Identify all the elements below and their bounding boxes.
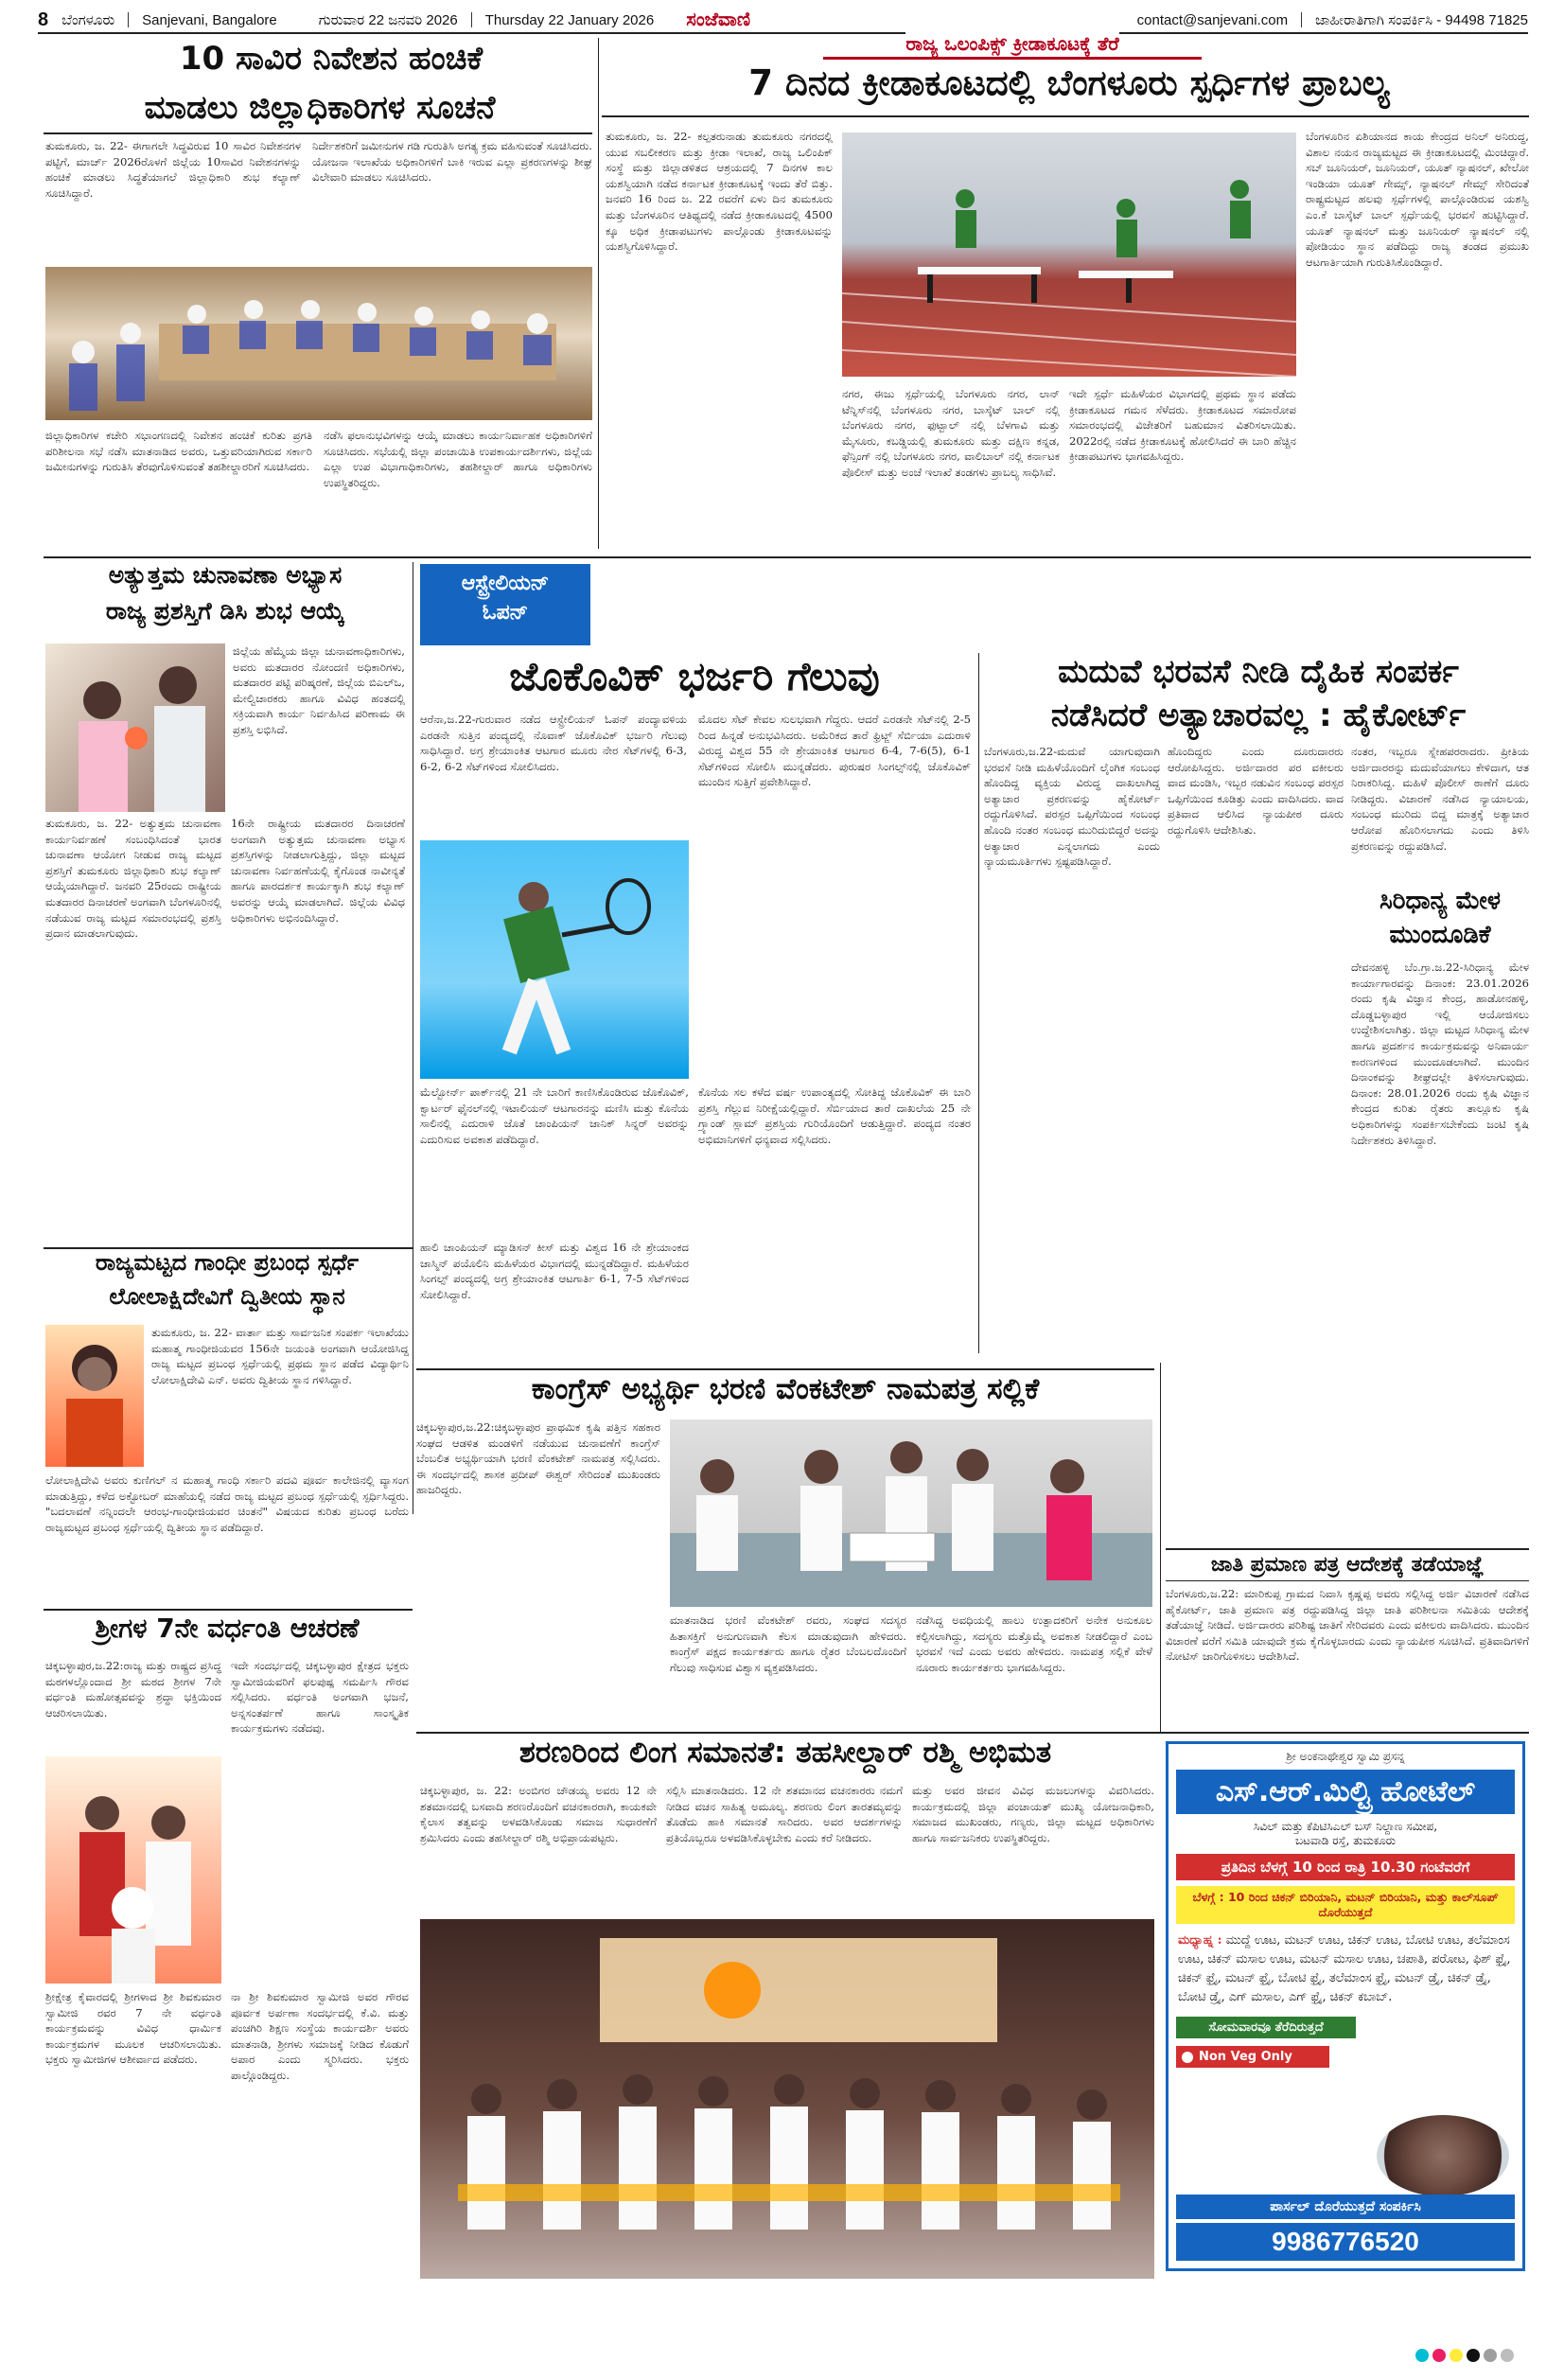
contact-email[interactable]: contact@sanjevani.com [1136, 11, 1289, 28]
ad-monday-open: ಸೋಮವಾರವೂ ತೆರೆದಿರುತ್ತದೆ [1176, 2017, 1356, 2038]
section-name: ಬೆಂಗಳೂರು [62, 11, 115, 28]
sharana-headline: ಶರಣರಿಂದ ಲಿಂಗ ಸಮಾನತೆ: ತಹಸೀಲ್ದಾರ್ ರಶ್ಮಿ ಅಭಿಮತ [518, 1736, 1052, 1770]
masthead: ಸಂಜೆವಾಣಿ [686, 9, 750, 30]
ad-address-2: ಬಟವಾಡಿ ರಸ್ತೆ, ತುಮಕೂರು [1295, 1834, 1396, 1847]
ad-hours: ಪ್ರತಿದಿನ ಬೆಳಗ್ಗೆ 10 ರಿಂದ ರಾತ್ರಿ 10.30 ಗಂಟೆವರೆಗೆ [1176, 1854, 1515, 1880]
congress-body-3: ನಡೆಸಿದ್ದ ಅವಧಿಯಲ್ಲಿ ಹಾಲು ಉತ್ಪಾದಕರಿಗೆ ಅನೇಕ ಅನುಕೂಲ ಕಲ್ಪಿಸಲಾಗಿದ್ದು, ಸದಸ್ಯರು ಮತ್ತೊಮ್ಮೆ ಅವಕಾಶ ನೀಡಲಿದ್ದಾರೆ ಎಂಬ ಭರವಸೆ ಇದೆ ಎಂದು ಅವರು ಹೇಳಿದರು. ನಾಮಪತ್ರ ಸಲ್ಲಿಕೆ ವೇಳೆ ನೂರಾರು ಕಾರ್ಯಕರ್ತರು ಭಾಗವಹಿಸಿದ್ದರು. [916, 1613, 1152, 1674]
divider [44, 556, 1531, 558]
date-kannada: ಗುರುವಾರ 22 ಜನವರಿ 2026 [318, 11, 458, 28]
congress-body-1: ಚಿಕ್ಕಬಳ್ಳಾಪುರ,ಜ.22:ಚಿಕ್ಕಬಳ್ಳಾಪುರ ಪ್ರಾಥಮಿಕ ಕೃಷಿ ಪತ್ತಿನ ಸಹಕಾರ ಸಂಘದ ಆಡಳಿತ ಮಂಡಳಿಗೆ ನಡೆಯುವ ಚುನಾವಣೆಗೆ ಕಾಂಗ್ರೆಸ್ ಬೆಂಬಲಿತ ಅಭ್ಯರ್ಥಿಯಾಗಿ ಭರಣಿ ವೆಂಕಟೇಶ್ ನಾಮಪತ್ರ ಸಲ್ಲಿಸಿದರು. ಈ ಸಂದರ್ಭದಲ್ಲಿ ಶಾಸಕ ಪ್ರದೀಪ್ ಈಶ್ವರ್ ಸೇರಿದಂತೆ ಮುಖಂಡರು ಹಾಜರಿದ್ದರು. [416, 1420, 660, 1497]
divider [598, 38, 599, 549]
meeting-photo [45, 267, 592, 420]
sri-body-1: ಚಿಕ್ಕಬಳ್ಳಾಪುರ,ಜ.22:ರಾಜ್ಯ ಮತ್ತು ರಾಷ್ಟ್ರದ ಪ್ರಸಿದ್ಧ ಮಠಗಳಲ್ಲೊಂದಾದ ಶ್ರೀ ಮಠದ ಶ್ರೀಗಳ 7ನೇ ವರ್ಧಂತಿ ಮಹೋತ್ಸವವನ್ನು ಶ್ರದ್ಧಾ ಭಕ್ತಿಯಿಂದ ಆಚರಿಸಲಾಯಿತು. [45, 1659, 221, 1719]
ao-body-1: ಆರೆನಾ,ಜ.22-ಗುರುವಾರ ನಡೆದ ಆಸ್ಟ್ರೇಲಿಯನ್ ಓಪನ್ ಪಂದ್ಯಾವಳಿಯ ಎರಡನೇ ಸುತ್ತಿನ ಪಂದ್ಯದಲ್ಲಿ ನೊವಾಕ್ ಜೊಕೊವಿಕ್ ಭರ್ಜರಿ ಗೆಲುವು ಸಾಧಿಸಿದ್ದಾರೆ. ಅಗ್ರ ಶ್ರೇಯಾಂಕಿತ ಆಟಗಾರ ಮೂರು ನೇರ ಸೆಟ್‌ಗಳಲ್ಲಿ 6-3, 6-2, 6-2 ಸೆಟ್‌ಗಳಿಂದ ಸೋಲಿಸಿದರು. [420, 713, 687, 773]
ad-hotel-name: ಎಸ್.ಆರ್.ಮಿಲ್ಟ್ರಿ ಹೋಟೆಲ್ [1176, 1770, 1515, 1814]
ao-body-3: ಮೆಲ್ಬೋರ್ನ್ ಪಾರ್ಕ್‌ನಲ್ಲಿ 21 ನೇ ಬಾರಿಗೆ ಕಾಣಿಸಿಕೊಂಡಿರುವ ಜೊಕೊವಿಕ್, ಕ್ವಾರ್ಟರ್ ಫೈನಲ್‌ನಲ್ಲಿ ಇಟಾಲಿಯನ್ ಆಟಗಾರನನ್ನು ಮಣಿಸಿ ಮತ್ತು ಕೊನೆಯ ಸಾಲಿನಲ್ಲಿ ಎದುರಾಳಿ ಜೊತೆ ಚಾಂಪಿಯನ್ ಜಾನಿಕ್ ಸಿನ್ನರ್ ಅವರನ್ನು ಎದುರಿಸುವ ಅವಕಾಶ ಪಡೆದಿದ್ದಾರೆ. [420, 1085, 689, 1146]
sri-body-4: ನಾ ಶ್ರೀ ಶಿವಕುಮಾರ ಸ್ವಾಮೀಜಿ ಅವರ ಗೌರವ ಪೂರ್ವಕ ಅರ್ಪಣಾ ಸಂದರ್ಭದಲ್ಲಿ ಕೆ.ವಿ. ಮತ್ತು ಪಂಚಗಿರಿ ಶಿಕ್ಷಣ ಸಂಸ್ಥೆಯ ಕಾರ್ಯದರ್ಶಿ ಅವರು ಮಾತನಾಡಿ, ಶ್ರೀಗಳು ಸಮಾಜಕ್ಕೆ ನೀಡಿದ ಕೊಡುಗೆ ಅಪಾರ ಎಂದು ಸ್ಮರಿಸಿದರು. ಭಕ್ತರು ಪಾಲ್ಗೊಂಡಿದ್ದರು. [231, 1990, 409, 2082]
sports-body-2: ನಗರ, ಈಜು ಸ್ಪರ್ಧೆಯಲ್ಲಿ ಬೆಂಗಳೂರು ನಗರ, ಲಾನ್ ಟೆನ್ನಿಸ್‌ನಲ್ಲಿ ಬೆಂಗಳೂರು ನಗರ, ಬಾಸ್ಕೆಟ್ ಬಾಲ್ ನಲ್ಲಿ ಬೆಂಗಳೂರು ನಗರ, ಫುಟ್ಬಾಲ್ ನಲ್ಲಿ ಬೆಳಗಾವಿ ಮತ್ತು ಮೈಸೂರು, ಕಬಡ್ಡಿಯಲ್ಲಿ ತುಮಕೂರು ಮತ್ತು ದಕ್ಷಿಣ ಕನ್ನಡ, ಫೆನ್ಸಿಂಗ್ ನಲ್ಲಿ ಬೆಂಗಳೂರು ನಗರ, ವಾಲಿಬಾಲ್ ನಲ್ಲಿ ಕರ್ನಾಟಕ ಪೊಲೀಸ್ ಮತ್ತು ಅಂಚೆ ಇಲಾಖೆ ತಂಡಗಳು ಪ್ರಾಬಲ್ಯ ಸಾಧಿಸಿವೆ. [842, 387, 1060, 479]
ad-top-line: ಶ್ರೀ ಅಂಕನಾಥೇಶ್ವರ ಸ್ವಾಮಿ ಪ್ರಸನ್ನ [1286, 1750, 1405, 1763]
election-award-photo [45, 643, 225, 812]
hc-body-2: ಹೊಂದಿದ್ದರು ಎಂದು ದೂರುದಾರರು ಆರೋಪಿಸಿದ್ದರು. ಅರ್ಜಿದಾರರ ಪರ ವಕೀಲರು ವಾದ ಮಂಡಿಸಿ, ಇಬ್ಬರ ನಡುವಿನ ಸಂಬಂಧ ಪರಸ್ಪರ ಒಪ್ಪಿಗೆಯಿಂದ ಕೂಡಿತ್ತು ಎಂದು ವಾದಿಸಿದರು. ವಾದ ಪ್ರತಿವಾದ ಆಲಿಸಿದ ನ್ಯಾಯಪೀಠ ದೂರು ರದ್ದುಗೊಳಿಸಿ ಆದೇಶಿಸಿತು. [1168, 745, 1344, 837]
ad-non-veg-badge [1176, 2046, 1329, 2068]
registration-dot [1450, 2349, 1463, 2362]
food-plate-icon [1377, 2115, 1509, 2196]
investment-body-3: ಜಿಲ್ಲಾಧಿಕಾರಿಗಳ ಕಚೇರಿ ಸಭಾಂಗಣದಲ್ಲಿ ನಿವೇಶನ ಹಂಚಿಕೆ ಕುರಿತು ಪ್ರಗತಿ ಪರಿಶೀಲನಾ ಸಭೆ ನಡೆಸಿ ಮಾತನಾಡಿದ ಅವರು, ಒತ್ತುವರಿಯಾಗಿರುವ ಸರ್ಕಾರಿ ಜಮೀನುಗಳನ್ನು ಗುರುತಿಸಿ ತೆರವುಗೊಳಿಸುವಂತೆ ತಹಶೀಲ್ದಾರರಿಗೆ ಸೂಚಿಸಿದರು. [45, 429, 312, 474]
ad-parcel: ಪಾರ್ಸಲ್ ದೊರೆಯುತ್ತದೆ ಸಂಪರ್ಕಿಸಿ [1176, 2195, 1515, 2219]
election-headline-2: ರಾಜ್ಯ ಪ್ರಶಸ್ತಿಗೆ ಡಿಸಿ ಶುಭ ಆಯ್ಕೆ [105, 597, 345, 625]
registration-marks [1415, 2349, 1514, 2362]
divider [1160, 1363, 1161, 1732]
sharana-body-3: ಮತ್ತು ಅವರ ಜೀವನ ವಿವಿಧ ಮಜಲುಗಳನ್ನು ವಿವರಿಸಿದರು. ಕಾರ್ಯಕ್ರಮದಲ್ಲಿ ಜಿಲ್ಲಾ ಪಂಚಾಯತ್ ಮುಖ್ಯ ಯೋಜನಾಧಿಕಾರಿ, ಸಮಾಜದ ಮುಖಂಡರು, ಗಣ್ಯರು, ಜಿಲ್ಲಾ ಮಟ್ಟದ ಅಧಿಕಾರಿಗಳು ಹಾಗೂ ಸಾರ್ವಜನಿಕರು ಉಪಸ್ಥಿತರಿದ್ದರು. [912, 1784, 1154, 1844]
swamiji-photo [45, 1756, 221, 1983]
essay-body-1: ತುಮಕೂರು, ಜ. 22- ವಾರ್ತಾ ಮತ್ತು ಸಾರ್ವಜನಿಕ ಸಂಪರ್ಕ ಇಲಾಖೆಯು ಮಹಾತ್ಮ ಗಾಂಧೀಜಿಯವರ 156ನೇ ಜಯಂತಿ ಅಂಗವಾಗಿ ಆಯೋಜಿಸಿದ್ದ ರಾಜ್ಯ ಮಟ್ಟದ ಪ್ರಬಂಧ ಸ್ಪರ್ಧೆಯಲ್ಲಿ ಪ್ರಥಮ ಸ್ಥಾನ ಪಡೆದ ವಿದ್ಯಾರ್ಥಿನಿ ಲೋಲಾಕ್ಷಿದೇವಿ ಎನ್. ಅವರು ದ್ವಿತೀಯ ಸ್ಥಾನ ಗಳಿಸಿದ್ದಾರೆ. [151, 1326, 409, 1386]
ao-body-5: ಕೊನೆಯ ಸಲ ಕಳೆದ ವರ್ಷ ಉಪಾಂತ್ಯದಲ್ಲಿ ಸೋತಿದ್ದ ಜೊಕೊವಿಕ್ ಈ ಬಾರಿ ಪ್ರಶಸ್ತಿ ಗೆಲ್ಲುವ ನಿರೀಕ್ಷೆಯಲ್ಲಿದ್ದಾರೆ. ಸೆರ್ಬಿಯಾದ ತಾರೆ ದಾಖಲೆಯ 25 ನೇ ಗ್ರ್ಯಾಂಡ್ ಸ್ಲಾಮ್ ಪ್ರಶಸ್ತಿಯ ಗುರಿಯೊಂದಿಗೆ ಆಡುತ್ತಿದ್ದಾರೆ. ಪಂದ್ಯದ ನಂತರ ಅಭಿಮಾನಿಗಳಿಗೆ ಧನ್ಯವಾದ ಸಲ್ಲಿಸಿದರು. [698, 1085, 971, 1146]
election-body-3: 16ನೇ ರಾಷ್ಟ್ರೀಯ ಮತದಾರರ ದಿನಾಚರಣೆ ಅಂಗವಾಗಿ ಅತ್ಯುತ್ತಮ ಚುನಾವಣಾ ಅಭ್ಯಾಸ ಪ್ರಶಸ್ತಿಗಳನ್ನು ನೀಡಲಾಗುತ್ತಿದ್ದು, ಜಿಲ್ಲಾ ಮಟ್ಟದ ಚುನಾವಣಾ ನಿರ್ವಹಣೆಯಲ್ಲಿ ಕೈಗೊಂಡ ನಾವೀನ್ಯತೆ ಹಾಗೂ ಪಾರದರ್ಶಕ ಕಾರ್ಯಕ್ಕಾಗಿ ಶುಭ ಕಲ್ಯಾಣ್ ಅವರನ್ನು ಆಯ್ಕೆ ಮಾಡಲಾಗಿದೆ. ಜಿಲ್ಲೆಯ ವಿವಿಧ ಅಧಿಕಾರಿಗಳು ಅಭಿನಂದಿಸಿದ್ದಾರೆ. [231, 817, 405, 925]
congress-body-2: ಮಾತನಾಡಿದ ಭರಣಿ ವೆಂಕಟೇಶ್ ರವರು, ಸಂಘದ ಸದಸ್ಯರ ಹಿತಾಸಕ್ತಿಗೆ ಅನುಗುಣವಾಗಿ ಕೆಲಸ ಮಾಡುವುದಾಗಿ ಹೇಳಿದರು. ಕಾಂಗ್ರೆಸ್ ಪಕ್ಷದ ಕಾರ್ಯಕರ್ತರು ಹಾಗೂ ರೈತರ ಬೆಂಬಲದೊಂದಿಗೆ ಗೆಲುವು ಸಾಧಿಸುವ ವಿಶ್ವಾಸ ವ್ಯಕ್ತಪಡಿಸಿದರು. [670, 1613, 906, 1674]
sports-headline: 7 ದಿನದ ಕ್ರೀಡಾಕೂಟದಲ್ಲಿ ಬೆಂಗಳೂರು ಸ್ಪರ್ಧಿಗಳ ಪ್ರಾಬಲ್ಯ [748, 62, 1390, 103]
investment-body-4: ನಡೆಸಿ ಫಲಾನುಭವಿಗಳನ್ನು ಆಯ್ಕೆ ಮಾಡಲು ಕಾರ್ಯನಿರ್ವಾಹಕ ಅಧಿಕಾರಿಗಳಿಗೆ ಸೂಚಿಸಿದರು. ಸಭೆಯಲ್ಲಿ ಜಿಲ್ಲಾ ಪಂಚಾಯಿತಿ ಉಪಕಾರ್ಯದರ್ಶಿಗಳು, ಜಿಲ್ಲೆಯ ಎಲ್ಲಾ ಉಪ ವಿಭಾಗಾಧಿಕಾರಿಗಳು, ತಹಶೀಲ್ದಾರ್ ಹಾಗೂ ಅಧಿಕಾರಿಗಳು ಉಪಸ್ಥಿತರಿದ್ದರು. [324, 429, 592, 489]
event-stage-photo [420, 1919, 1154, 2279]
investment-body-2: ನಿರ್ದೇಶಕರಿಗೆ ಜಮೀನುಗಳ ಗಡಿ ಗುರುತಿಸಿ ಅಗತ್ಯ ಕ್ರಮ ವಹಿಸುವಂತೆ ಸೂಚಿಸಿದರು. ಯೋಜನಾ ಇಲಾಖೆಯ ಅಧಿಕಾರಿಗಳಿಗೆ ಬಾಕಿ ಇರುವ ಎಲ್ಲಾ ಪ್ರಕರಣಗಳನ್ನು ಶೀಘ್ರ ವಿಲೇವಾರಿ ಮಾಡಲು ಸೂಚಿಸಿದರು. [312, 139, 592, 185]
hurdles-photo [842, 132, 1296, 377]
millet-headline-2: ಮುಂದೂಡಿಕೆ [1389, 921, 1491, 949]
ao-body-4: ಹಾಲಿ ಚಾಂಪಿಯನ್ ಮ್ಯಾಡಿಸನ್ ಕೀಸ್ ಮತ್ತು ವಿಶ್ವದ 16 ನೇ ಶ್ರೇಯಾಂಕದ ಜಾಸ್ಮಿನ್ ಪಯೊಲಿನಿ ಮಹಿಳೆಯರ ವಿಭಾಗದಲ್ಲಿ ಮುನ್ನಡೆದಿದ್ದಾರೆ. ಮಹಿಳೆಯರ ಸಿಂಗಲ್ಸ್ ಪಂದ್ಯದಲ್ಲಿ ಅಗ್ರ ಶ್ರೇಯಾಂಕಿತ ಆಟಗಾರ್ತಿ 6-1, 7-5 ಸೆಟ್‌ಗಳಿಂದ ಸೋಲಿಸಿದ್ದಾರೆ. [420, 1241, 689, 1301]
hc-body-1: ಬೆಂಗಳೂರು,ಜ.22-ಮದುವೆ ಯಾಗುವುದಾಗಿ ಭರವಸೆ ನೀಡಿ ಮಹಿಳೆಯೊಂದಿಗೆ ಲೈಂಗಿಕ ಸಂಬಂಧ ಹೊಂದಿದ್ದ ವ್ಯಕ್ತಿಯ ವಿರುದ್ಧ ದಾಖಲಾಗಿದ್ದ ಅತ್ಯಾಚಾರ ಪ್ರಕರಣವನ್ನು ಹೈಕೋರ್ಟ್ ರದ್ದುಗೊಳಿಸಿದೆ. ಪರಸ್ಪರ ಒಪ್ಪಿಗೆಯಿಂದ ಸಂಬಂಧ ಹೊಂದಿ ನಂತರ ಸಂಬಂಧ ಮುರಿದುಬಿದ್ದರೆ ಅದನ್ನು ಅತ್ಯಾಚಾರ ಎನ್ನಲಾಗದು ಎಂದು ನ್ಯಾಯಮೂರ್ತಿಗಳು ಸ್ಪಷ್ಟಪಡಿಸಿದ್ದಾರೆ. [984, 745, 1160, 869]
registration-dot [1432, 2349, 1446, 2362]
essay-headline-2: ಲೋಲಾಕ್ಷಿದೇವಿಗೆ ದ್ವಿತೀಯ ಸ್ಥಾನ [109, 1283, 345, 1310]
ao-kicker-box [420, 564, 590, 645]
essay-body-2: ಲೋಲಾಕ್ಷಿದೇವಿ ಅವರು ಕುಣಿಗಲ್ ನ ಮಹಾತ್ಮ ಗಾಂಧಿ ಸರ್ಕಾರಿ ಪದವಿ ಪೂರ್ವ ಕಾಲೇಜಿನಲ್ಲಿ ವ್ಯಾಸಂಗ ಮಾಡುತ್ತಿದ್ದು, ಕಳೆದ ಅಕ್ಟೋಬರ್ ಮಾಹೆಯಲ್ಲಿ ನಡೆದ ರಾಜ್ಯ ಮಟ್ಟದ ಪ್ರಬಂಧ ಸ್ಪರ್ಧೆಯಲ್ಲಿ ಸ್ಪರ್ಧಿಸಿದ್ದರು. "ಬದಲಾವಣೆ ನನ್ನಿಂದಲೇ ಆರಂಭ-ಗಾಂಧೀಜಿಯವರ ಚಿಂತನೆ" ವಿಷಯದ ಕುರಿತು ಪ್ರಬಂಧ ಬರೆದು ರಾಜ್ಯಮಟ್ಟದ ಪ್ರಬಂಧ ಸ್ಪರ್ಧೆಯಲ್ಲಿ ದ್ವಿತೀಯ ಸ್ಥಾನ ಪಡೆದಿದ್ದಾರೆ. [45, 1473, 409, 1534]
djokovic-photo [420, 840, 689, 1079]
sharana-body-2: ಸಲ್ಲಿಸಿ ಮಾತನಾಡಿದರು. 12 ನೇ ಶತಮಾನದ ವಚನಕಾರರು ನಮಗೆ ನೀಡಿದ ವಚನ ಸಾಹಿತ್ಯ ಅಮೂಲ್ಯ. ಶರಣರು ಲಿಂಗ ತಾರತಮ್ಯವನ್ನು ತೊಡೆದು ಹಾಕಿ ಸಮಾನತೆ ಸಾರಿದರು. ಅವರ ಆದರ್ಶಗಳನ್ನು ಪ್ರತಿಯೊಬ್ಬರೂ ಅಳವಡಿಸಿಕೊಳ್ಳಬೇಕು ಎಂದು ಕರೆ ನೀಡಿದರು. [666, 1784, 903, 1844]
congress-headline: ಕಾಂಗ್ರೆಸ್ ಅಭ್ಯರ್ಥಿ ಭರಣಿ ವೆಂಕಟೇಶ್ ನಾಮಪತ್ರ ಸಲ್ಲಿಕೆ [531, 1372, 1040, 1406]
election-headline-1: ಅತ್ಯುತ್ತಮ ಚುನಾವಣಾ ಅಭ್ಯಾಸ [108, 561, 343, 589]
page-number: 8 [38, 9, 49, 30]
ao-headline: ಜೊಕೊವಿಕ್ ಭರ್ಜರಿ ಗೆಲುವು [509, 653, 880, 699]
registration-dot [1501, 2349, 1514, 2362]
investment-headline-2: ಮಾಡಲು ಜಿಲ್ಲಾಧಿಕಾರಿಗಳ ಸೂಚನೆ [144, 89, 496, 127]
election-body-1: ಜಿಲ್ಲೆಯ ಹೆಮ್ಮೆಯ ಜಿಲ್ಲಾ ಚುನಾವಣಾಧಿಕಾರಿಗಳು, ಅವರು ಮತದಾರರ ನೋಂದಣಿ ಅಧಿಕಾರಿಗಳು, ಮತದಾರರ ಪಟ್ಟಿ ಪರಿಷ್ಕರಣೆ, ಜಿಲ್ಲೆಯ ಬಿಎಲ್‌ಒ, ಮೇಲ್ವಿಚಾರಕರು ಹಾಗೂ ವಿವಿಧ ಹಂತದಲ್ಲಿ ಸಕ್ರಿಯವಾಗಿ ಕಾರ್ಯ ನಿರ್ವಹಿಸಿದ ಪರಿಣಾಮ ಈ ಪ್ರಶಸ್ತಿ ಲಭಿಸಿದೆ. [233, 644, 405, 736]
divider [602, 115, 1529, 117]
investment-headline-1: 10 ಸಾವಿರ ನಿವೇಶನ ಹಂಚಿಕೆ [179, 40, 483, 78]
edition-name: Sanjevani, Bangalore [142, 11, 277, 28]
ad-contact: ಜಾಹೀರಾತಿಗಾಗಿ ಸಂಪರ್ಕಿಸಿ - 94498 71825 [1315, 11, 1528, 28]
sri-body-2: ಶ್ರೀಕ್ಷೇತ್ರ ಕೈವಾರದಲ್ಲಿ ಶ್ರೀಗಳಾದ ಶ್ರೀ ಶಿವಕುಮಾರ ಸ್ವಾಮೀಜಿ ರವರ 7 ನೇ ವರ್ಧಂತಿ ಕಾರ್ಯಕ್ರಮವನ್ನು ವಿವಿಧ ಧಾರ್ಮಿಕ ಕಾರ್ಯಕ್ರಮಗಳ ಮೂಲಕ ಆಚರಿಸಲಾಯಿತು. ಭಕ್ತರು ಸ್ವಾಮೀಜಿಗಳ ಆಶೀರ್ವಾದ ಪಡೆದರು. [45, 1990, 221, 2067]
registration-dot [1415, 2349, 1429, 2362]
date-english: Thursday 22 January 2026 [484, 11, 655, 28]
sports-kicker: ರಾಜ್ಯ ಒಲಂಪಿಕ್ಸ್ ಕ್ರೀಡಾಕೂಟಕ್ಕೆ ತೆರೆ [905, 32, 1119, 55]
election-body-2: ತುಮಕೂರು, ಜ. 22- ಅತ್ಯುತ್ತಮ ಚುನಾವಣಾ ಕಾರ್ಯನಿರ್ವಹಣೆ ಸಂಬಂಧಿಸಿದಂತೆ ಭಾರತ ಚುನಾವಣಾ ಆಯೋಗ ನೀಡುವ ರಾಜ್ಯ ಮಟ್ಟದ ಪ್ರಶಸ್ತಿಗೆ ತುಮಕೂರು ಜಿಲ್ಲಾಧಿಕಾರಿ ಶುಭ ಕಲ್ಯಾಣ್ ಆಯ್ಕೆಯಾಗಿದ್ದಾರೆ. ಜನವರಿ 25ರಂದು ರಾಷ್ಟ್ರೀಯ ಮತದಾರರ ದಿನಾಚರಣೆ ಅಂಗವಾಗಿ ಬೆಂಗಳೂರಿನಲ್ಲಿ ನಡೆಯುವ ರಾಜ್ಯ ಮಟ್ಟದ ಸಮಾರಂಭದಲ್ಲಿ ಪ್ರಶಸ್ತಿ ಪ್ರದಾನ ಮಾಡಲಾಗುವುದು. [45, 817, 221, 941]
ad-morning: ಬೆಳಗ್ಗೆ : 10 ರಿಂದ ಚಿಕನ್ ಬಿರಿಯಾನಿ, ಮಟನ್ ಬಿರಿಯಾನಿ, ಮತ್ತು ಕಾಲ್‌ಸೂಪ್ ದೊರೆಯುತ್ತದೆ [1176, 1886, 1515, 1924]
ad-address-1: ಸಿವಿಲ್ ಮತ್ತು ಕೆಪಿಟಿಸಿಎಲ್ ಬಸ್ ನಿಲ್ದಾಣ ಸಮೀಪ, [1253, 1820, 1438, 1833]
ad-phone[interactable]: 9986776520 [1176, 2223, 1515, 2261]
student-photo [45, 1325, 144, 1467]
sri-body-3: ಇದೇ ಸಂದರ್ಭದಲ್ಲಿ ಚಿಕ್ಕಬಳ್ಳಾಪುರ ಕ್ಷೇತ್ರದ ಭಕ್ತರು ಸ್ವಾಮೀಜಿಯವರಿಗೆ ಫಲಪುಷ್ಪ ಸಮರ್ಪಿಸಿ ಗೌರವ ಸಲ್ಲಿಸಿದರು. ವರ್ಧಂತಿ ಅಂಗವಾಗಿ ಭಜನೆ, ಅನ್ನಸಂತರ್ಪಣೆ ಹಾಗೂ ಸಾಂಸ್ಕೃತಿಕ ಕಾರ್ಯಕ್ರಮಗಳು ನಡೆದವು. [231, 1659, 409, 1736]
divider [44, 132, 592, 134]
divider [44, 1609, 413, 1611]
ad-menu-label: ಮಧ್ಯಾಹ್ನ : [1178, 1933, 1222, 1948]
page-header [38, 8, 1528, 34]
header-divider [471, 12, 472, 27]
sri-headline: ಶ್ರೀಗಳ 7ನೇ ವರ್ಧಂತಿ ಆಚರಣೆ [95, 1613, 360, 1644]
non-veg-dot-icon [1182, 2052, 1193, 2063]
essay-headline-1: ರಾಜ್ಯಮಟ್ಟದ ಗಾಂಧೀ ಪ್ರಬಂಧ ಸ್ಪರ್ಧೆ [95, 1249, 360, 1276]
sharana-body-1: ಚಿಕ್ಕಬಳ್ಳಾಪುರ, ಜ. 22: ಅಂಬಿಗರ ಚೌಡಯ್ಯ ಅವರು 12 ನೇ ಶತಮಾನದಲ್ಲಿ ಬಸವಾದಿ ಶರಣರೊಂದಿಗೆ ವಚನಕಾರರಾಗಿ, ಕಾಯಕವೇ ಕೈಲಾಸ ತತ್ವವನ್ನು ಅಳವಡಿಸಿಕೊಂಡು ಸಮಾಜ ಸುಧಾರಣೆಗೆ ಶ್ರಮಿಸಿದರು ಎಂದು ತಹಸೀಲ್ದಾರ್ ರಶ್ಮಿ ಅಭಿಪ್ರಾಯಪಟ್ಟರು. [420, 1784, 657, 1844]
header-divider [1301, 12, 1302, 27]
millet-headline-1: ಸಿರಿಧಾನ್ಯ ಮೇಳ [1379, 887, 1501, 915]
ao-kicker-2: ಓಪನ್ [482, 601, 529, 625]
ao-kicker-1: ಆಸ್ಟ್ರೇಲಿಯನ್ [461, 572, 550, 595]
registration-dot [1484, 2349, 1497, 2362]
sports-body-1: ತುಮಕೂರು, ಜ. 22- ಕಲ್ಪತರುನಾಡು ತುಮಕೂರು ನಗರದಲ್ಲಿ ಯುವ ಸಬಲೀಕರಣ ಮತ್ತು ಕ್ರೀಡಾ ಇಲಾಖೆ, ರಾಜ್ಯ ಒಲಿಂಪಿಕ್ ಸಂಸ್ಥೆ ಮತ್ತು ಜಿಲ್ಲಾಡಳಿತದ ಆಶ್ರಯದಲ್ಲಿ 7 ದಿನಗಳ ಕಾಲ ಯಶಸ್ವಿಯಾಗಿ ನಡೆದ ಕರ್ನಾಟಕ ಕ್ರೀಡಾಕೂಟಕ್ಕೆ ಇಂದು ತೆರೆ ಬಿತ್ತು. ಜನವರಿ 16 ರಿಂದ ಜ. 22 ರವರೆಗೆ ಏಳು ದಿನ ತುಮಕೂರು ಮತ್ತು ಬೆಂಗಳೂರಿನ ಆತಿಥ್ಯದಲ್ಲಿ ನಡೆದ ಕ್ರೀಡಾಕೂಟದಲ್ಲಿ 4500 ಕ್ಕೂ ಅಧಿಕ ಕ್ರೀಡಾಪಟುಗಳು ಪಾಲ್ಗೊಂಡು ಕ್ರೀಡಾಕೂಟವನ್ನು ಯಶಸ್ವಿಗೊಳಿಸಿದ್ದಾರೆ. [606, 130, 833, 254]
header-divider [128, 12, 129, 27]
registration-dot [1467, 2349, 1480, 2362]
divider [416, 1368, 1154, 1370]
ao-body-2: ಮೊದಲ ಸೆಟ್ ಕೇವಲ ಸುಲಭವಾಗಿ ಗೆದ್ದರು. ಆದರೆ ಎರಡನೇ ಸೆಟ್‌ನಲ್ಲಿ 2-5 ರಿಂದ ಹಿನ್ನಡೆ ಅನುಭವಿಸಿದರು. ಅಮೆರಿಕದ ತಾರೆ ಫ್ರಿಟ್ಜ್ ಸೆರ್ಬಿಯಾ ಎದುರಾಳಿ ವಿರುದ್ಧ ವಿಶ್ವದ 55 ನೇ ಶ್ರೇಯಾಂಕಿತ ಆಟಗಾರ 6-4, 7-6(5), 6-1 ಸೆಟ್‌ಗಳಿಂದ ಸೋಲಿಸಿ ಮುನ್ನಡೆದರು. ಪುರುಷರ ಸಿಂಗಲ್ಸ್‌ನಲ್ಲಿ ಜೊಕೊವಿಕ್ ಮುಂದಿನ ಸುತ್ತಿಗೆ ಪ್ರವೇಶಿಸಿದ್ದಾರೆ. [698, 713, 971, 789]
hc-headline-1: ಮದುವೆ ಭರವಸೆ ನೀಡಿ ದೈಹಿಕ ಸಂಪರ್ಕ [1058, 653, 1459, 691]
sports-kicker-wrap [823, 32, 1202, 60]
millet-body: ದೇವನಹಳ್ಳಿ ಬೆಂ.ಗ್ರಾ.ಜ.22-ಸಿರಿಧಾನ್ಯ ಮೇಳ ಕಾರ್ಯಾಗಾರವನ್ನು ದಿನಾಂಕ: 23.01.2026 ರಂದು ಕೃಷಿ ವಿಜ್ಞಾನ ಕೇಂದ್ರ, ಹಾಡೋನಹಳ್ಳಿ, ದೊಡ್ಡಬಳ್ಳಾಪುರ ಇಲ್ಲಿ ಆಯೋಜಿಸಲು ಉದ್ದೇಶಿಸಲಾಗಿತ್ತು. ಜಿಲ್ಲಾ ಮಟ್ಟದ ಸಿರಿಧಾನ್ಯ ಮೇಳ ಹಾಗೂ ಪ್ರದರ್ಶನ ಕಾರ್ಯಕ್ರಮವನ್ನು ಅನಿವಾರ್ಯ ಕಾರಣಗಳಿಂದ ಮುಂದೂಡಲಾಗಿದೆ. ಮುಂದಿನ ದಿನಾಂಕವನ್ನು ಶೀಘ್ರದಲ್ಲೇ ತಿಳಿಸಲಾಗುವುದು. ದಿನಾಂಕ: 28.01.2026 ರಂದು ಕೃಷಿ ವಿಜ್ಞಾನ ಕೇಂದ್ರದ ಕುರಿತು ರೈತರು ತಾಲ್ಲೂಕು ಕೃಷಿ ಅಧಿಕಾರಿಗಳನ್ನು ಸಂಪರ್ಕಿಸಬೇಕೆಂದು ಜಂಟಿ ಕೃಷಿ ನಿರ್ದೇಶಕರು ತಿಳಿಸಿದ್ದಾರೆ. [1351, 961, 1529, 1147]
sports-body-4: ಬೆಂಗಳೂರಿನ ಏಶಿಯಾನದ ಕಾಯ ಕೇಂದ್ರದ ಅನಿಲ್ ಅನಿರುದ್ಧ, ವಿಶಾಲ ನಯನ ರಾಜ್ಯಮಟ್ಟದ ಈ ಕ್ರೀಡಾಕೂಟದಲ್ಲಿ ಮಿಂಚಿದ್ದಾರೆ. ಸಬ್ ಜೂನಿಯರ್, ಜೂನಿಯರ್, ಯೂತ್ ನ್ಯಾಷನಲ್, ಖೇಲೋ ಇಂಡಿಯಾ ಯೂತ್ ಗೇಮ್ಸ್, ನ್ಯಾಷನಲ್ ಗೇಮ್ಸ್ ಸೇರಿದಂತೆ ರಾಷ್ಟ್ರಮಟ್ಟದ ಹಲವು ಸ್ಪರ್ಧೆಗಳಲ್ಲಿ ಪಾಲ್ಗೊಂಡಿರುವ ಯಶಸ್ವಿ ಎಂ.ಕೆ ಬಾಸ್ಕೆಟ್ ಬಾಲ್ ಸ್ಪರ್ಧೆಯಲ್ಲಿ ಭರವಸೆ ಹುಟ್ಟಿಸಿದ್ದಾರೆ. ಯೂತ್ ನ್ಯಾಷನಲ್ ಮತ್ತು ಜೂನಿಯರ್ ನ್ಯಾಷನಲ್ ನಲ್ಲಿ ಪೋಡಿಯಂ ಸ್ಥಾನ ಪಡೆದಿದ್ದು ರಾಜ್ಯ ತಂಡದ ಪ್ರಮುಖ ಆಟಗಾರ್ತಿಯಾಗಿ ಗುರುತಿಸಿಕೊಂಡಿದ್ದಾರೆ. [1306, 130, 1529, 269]
hc-headline-2: ನಡೆಸಿದರೆ ಅತ್ಯಾಚಾರವಲ್ಲ : ಹೈಕೋರ್ಟ್ [1050, 696, 1467, 734]
investment-body-1: ತುಮಕೂರು, ಜ. 22- ಈಗಾಗಲೇ ಸಿದ್ಧವಿರುವ 10 ಸಾವಿರ ನಿವೇಶನಗಳ ಪಟ್ಟಿಗೆ, ಮಾರ್ಚ್ 2026ರೊಳಗೆ ಜಿಲ್ಲೆಯ 10ಸಾವಿರ ನಿವೇಶನಗಳನ್ನು ಹಂಚಿಕೆ ಮಾಡಲು ಸಿದ್ಧತೆಯಾಗಲೆ ಜಿಲ್ಲಾಧಿಕಾರಿ ಶುಭ ಕಲ್ಯಾಣ್ ಸೂಚಿಸಿದ್ದಾರೆ. [45, 139, 301, 200]
caste-headline: ಜಾತಿ ಪ್ರಮಾಣ ಪತ್ರ ಆದೇಶಕ್ಕೆ ತಡೆಯಾಜ್ಞೆ [1166, 1548, 1529, 1581]
caste-body: ಬೆಂಗಳೂರು,ಜ.22: ಮಾರಿಕುಪ್ಪ ಗ್ರಾಮದ ನಿವಾಸಿ ಕೃಷ್ಣಪ್ಪ ಅವರು ಸಲ್ಲಿಸಿದ್ದ ಅರ್ಜಿ ವಿಚಾರಣೆ ನಡೆಸಿದ ಹೈಕೋರ್ಟ್, ಜಾತಿ ಪ್ರಮಾಣ ಪತ್ರ ರದ್ದುಪಡಿಸಿದ್ದ ಜಿಲ್ಲಾ ಜಾತಿ ಪರಿಶೀಲನಾ ಸಮಿತಿಯ ಆದೇಶಕ್ಕೆ ತಡೆಯಾಜ್ಞೆ ನೀಡಿದೆ. ಅರ್ಜಿದಾರರು ಪರಿಶಿಷ್ಟ ಜಾತಿಗೆ ಸೇರಿದವರು ಎಂದು ವಕೀಲರು ವಾದಿಸಿದರು. ಮುಂದಿನ ವಿಚಾರಣೆ ವರೆಗೆ ಸಮಿತಿ ಯಾವುದೇ ಕ್ರಮ ಕೈಗೊಳ್ಳಬಾರದು ಎಂದು ನ್ಯಾಯಪೀಠ ಸೂಚಿಸಿದೆ. ಪ್ರತಿವಾದಿಗಳಿಗೆ ನೋಟಿಸ್ ಜಾರಿಗೊಳಿಸಲು ಆದೇಶಿಸಿದೆ. [1166, 1587, 1529, 1664]
hotel-ad[interactable] [1166, 1741, 1525, 2271]
divider [978, 653, 979, 1353]
sports-body-3: ಇದೇ ಸ್ಪರ್ಧೆ ಮಹಿಳೆಯರ ವಿಭಾಗದಲ್ಲಿ ಪ್ರಥಮ ಸ್ಥಾನ ಪಡೆದು ಕ್ರೀಡಾಕೂಟದ ಗಮನ ಸೆಳೆದರು. ಕ್ರೀಡಾಕೂಟದ ಸಮಾರೋಪ ಸಮಾರಂಭದಲ್ಲಿ ವಿಜೇತರಿಗೆ ಬಹುಮಾನ ವಿತರಿಸಲಾಯಿತು. 2022ರಲ್ಲಿ ನಡೆದ ಕ್ರೀಡಾಕೂಟಕ್ಕೆ ಹೋಲಿಸಿದರೆ ಈ ಬಾರಿ ಹೆಚ್ಚಿನ ಕ್ರೀಡಾಪಟುಗಳು ಭಾಗವಹಿಸಿದ್ದರು. [1069, 387, 1296, 464]
hc-body-3: ನಂತರ, ಇಬ್ಬರೂ ಸ್ನೇಹಪರರಾದರು. ಪ್ರೀತಿಯ ಅರ್ಜಿದಾರರನ್ನು ಮದುವೆಯಾಗಲು ಕೇಳಿದಾಗ, ಆತ ನಿರಾಕರಿಸಿದ್ದ. ಮಹಿಳೆ ಪೊಲೀಸ್ ಠಾಣೆಗೆ ದೂರು ನೀಡಿದ್ದರು. ವಿಚಾರಣೆ ನಡೆಸಿದ ನ್ಯಾಯಾಲಯ, ಸಂಬಂಧ ಮುರಿದು ಬಿದ್ದ ಮಾತ್ರಕ್ಕೆ ಅತ್ಯಾಚಾರ ಆರೋಪ ಹೊರಿಸಲಾಗದು ಎಂದು ತಿಳಿಸಿ ಪ್ರಕರಣವನ್ನು ರದ್ದುಪಡಿಸಿದೆ. [1351, 745, 1529, 853]
ad-non-veg-label: Non Veg Only [1199, 2050, 1292, 2064]
divider [416, 1732, 1529, 1734]
ad-menu: ಮುದ್ದೆ ಊಟ, ಮಟನ್ ಊಟ, ಚಿಕನ್ ಊಟ, ಬೋಟಿ ಊಟ, ತಲೆಮಾಂಸ ಊಟ, ಚಿಕನ್ ಮಸಾಲ ಊಟ, ಮಟನ್ ಮಸಾಲ ಊಟ, ಚಪಾತಿ, ಪರೋಟ, ಫಿಶ್ ಫ್ರೈ, ಚಿಕನ್ ಫ್ರೈ, ಮಟನ್ ಫ್ರೈ, ಬೋಟಿ ಫ್ರೈ, ತಲೆಮಾಂಸ ಫ್ರೈ, ಮಟನ್ ಡ್ರೈ, ಚಿಕನ್ ಡ್ರೈ, ಬೋಟಿ ಡ್ರೈ, ಎಗ್ ಮಸಾಲ, ಎಗ್ ಫ್ರೈ, ಚಿಕನ್ ಕಬಾಬ್. [1178, 1933, 1511, 2004]
nomination-photo [670, 1419, 1152, 1607]
